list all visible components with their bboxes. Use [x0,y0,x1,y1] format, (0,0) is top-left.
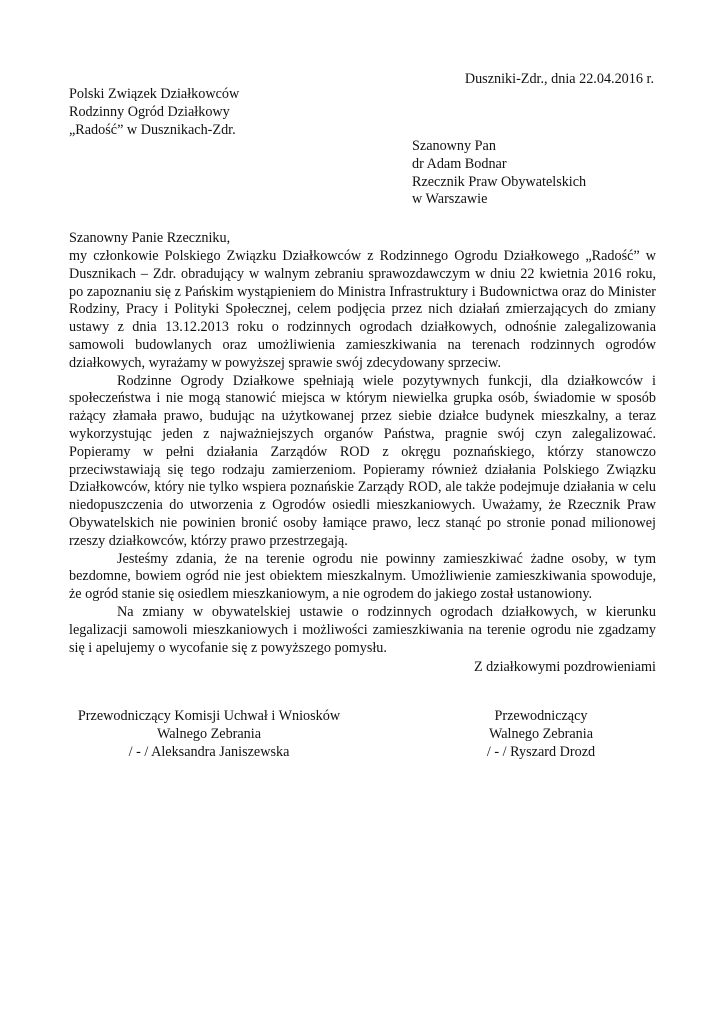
addressee-line: dr Adam Bodnar [412,155,507,172]
body-paragraph: Jesteśmy zdania, że na terenie ogrodu nie powinny zamieszkiwać żadne osoby, w tym bezdomne, bowiem ogród nie jest obiektem mieszkalnym. Umożliwienie zamieszkiwania spowoduje, że ogród stanie się osiedlem mieszkaniowym, a nie ogrodem do jakiego został ustanowiony. [69,550,656,603]
sender-line: Rodzinny Ogród Działkowy [69,103,230,120]
sender-line: „Radość” w Dusznikach-Zdr. [69,121,236,138]
addressee-line: Szanowny Pan [412,138,496,154]
body-paragraph: Na zmiany w obywatelskiej ustawie o rodzinnych ogrodach działkowych, w kierunku legalizacji samowoli mieszkaniowych i możliwości zamieszkiwania na terenie ogrodu nie zgadzamy się i apelujemy o wycofanie się z powyższego pomysłu. [69,603,656,656]
addressee-line: Rzecznik Praw Obywatelskich [412,173,587,190]
signature-subtitle: Walnego Zebrania [156,725,262,742]
addressee-line: w Warszawie [412,191,488,208]
salutation: Szanowny Panie Rzeczniku, [69,230,231,246]
signature-title: Przewodniczący [494,708,588,724]
addressee-block [412,138,586,209]
signature-left [69,708,349,761]
body-paragraph: my członkowie Polskiego Związku Działkowców z Rodzinnego Ogrodu Działkowego „Radość” w Dusznikach – Zdr. obradujący w walnym zebraniu sprawozdawczym w dniu 22 kwietnia 2016 roku, po zapoznaniu się z Pańskim wystąpieniem do Ministra Infrastruktury i Budownictwa oraz do Minister Rodziny, Pracy i Polityki Społecznej, celem podjęcia przez nich działań zmierzających do zmiany ustawy z dnia 13.12.2013 roku o rodzinnych ogrodach działkowych, odnośnie zalegalizowania samowoli budowlanych oraz umożliwienia zamieszkiwania na terenach rodzinnych ogrodów działkowych, wyrażamy w powyższej sprawie swój zdecydowany sprzeciw. [69,248,656,371]
place-date: Duszniki-Zdr., dnia 22.04.2016 r. [464,71,654,87]
sender-block [69,86,239,139]
closing: Z działkowymi pozdrowieniami [473,659,656,675]
signature-title: Przewodniczący Komisji Uchwał i Wniosków [77,708,341,724]
letter-body [69,248,656,657]
signature-name: / - / Ryszard Drozd [486,743,596,760]
sender-line: Polski Związek Działkowców [69,86,240,102]
body-paragraph: Rodzinne Ogrody Działkowe spełniają wiele pozytywnych funkcji, dla działkowców i społeczeństwa i nie mogą stanowić miejsca w którym niewielka grupka osób, świadomie w sposób rażący złamała prawo, budując na użytkowanej przez siebie działce budynek mieszkalny, a teraz wykorzystując jeden z najważniejszych organów Państwa, pragnie swój czyn zalegalizować. Popieramy w pełni działania Zarządów ROD z okręgu poznańskiego, którzy stanowczo przeciwstawiają się tego rodzaju zamierzeniom. Popieramy również działania Polskiego Związku Działkowców, który nie tylko wspiera poznańskie Zarządy ROD, ale także podejmuje działania w celu niedopuszczenia do utworzenia z Ogrodów osiedli mieszkaniowych. Uważamy, że Rzecznik Praw Obywatelskich nie powinien bronić osoby łamiące prawo, lecz stanąć po stronie ponad milionowej rzeszy działkowców, którzy prawo przestrzegają. [69,372,656,549]
signature-subtitle: Walnego Zebrania [488,725,594,742]
signature-right [466,708,616,761]
signature-name: / - / Aleksandra Janiszewska [128,743,290,760]
